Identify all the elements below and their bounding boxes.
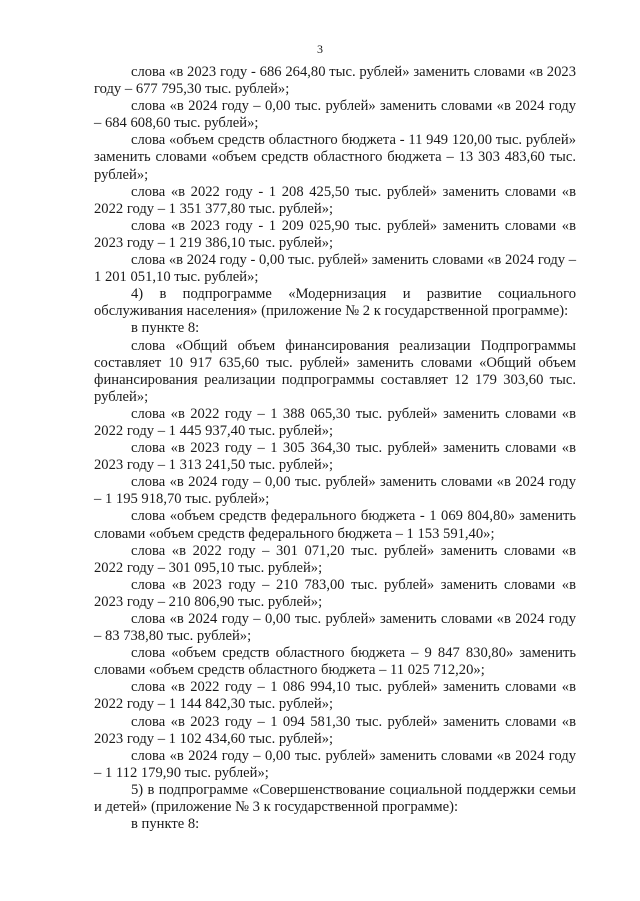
paragraph: слова «в 2024 году – 0,00 тыс. рублей» заменить словами «в 2024 году – 1 195 918,70 тыс. рублей»; bbox=[94, 474, 576, 508]
paragraph: слова «в 2024 году - 0,00 тыс. рублей» заменить словами «в 2024 году – 1 201 051,10 тыс. рублей»; bbox=[94, 252, 576, 286]
paragraph: слова «в 2023 году - 1 209 025,90 тыс. рублей» заменить словами «в 2023 году – 1 219 386,10 тыс. рублей»; bbox=[94, 217, 576, 251]
paragraph: слова «объем средств областного бюджета – 9 847 830,80» заменить словами «объем средств областного бюджета – 11 025 712,20»; bbox=[94, 645, 576, 679]
paragraph: в пункте 8: bbox=[131, 816, 200, 833]
paragraph: слова «в 2024 году – 0,00 тыс. рублей» заменить словами «в 2024 году – 83 738,80 тыс. рублей»; bbox=[94, 611, 576, 645]
paragraph: слова «в 2022 году - 1 208 425,50 тыс. рублей» заменить словами «в 2022 году – 1 351 377,80 тыс. рублей»; bbox=[94, 183, 576, 217]
paragraph: слова «в 2023 году – 210 783,00 тыс. рублей» заменить словами «в 2023 году – 210 806,90 тыс. рублей»; bbox=[94, 576, 576, 610]
paragraph: слова «в 2023 году – 1 305 364,30 тыс. рублей» заменить словами «в 2023 году – 1 313 241,50 тыс. рублей»; bbox=[94, 440, 576, 474]
paragraph: 4) в подпрограмме «Модернизация и развитие социального обслуживания населения» (приложение № 2 к государственной программе): bbox=[94, 286, 576, 320]
paragraph: слова «в 2023 году - 686 264,80 тыс. рублей» заменить словами «в 2023 году – 677 795,30 тыс. рублей»; bbox=[94, 64, 576, 98]
paragraph: слова «в 2024 году – 0,00 тыс. рублей» заменить словами «в 2024 году – 1 112 179,90 тыс. рублей»; bbox=[94, 747, 576, 781]
paragraph: в пункте 8: bbox=[131, 320, 200, 337]
document-body bbox=[94, 64, 576, 833]
paragraph: слова «объем средств федерального бюджета - 1 069 804,80» заменить словами «объем средств федерального бюджета – 1 153 591,40»; bbox=[94, 508, 576, 542]
paragraph: слова «в 2022 году – 1 388 065,30 тыс. рублей» заменить словами «в 2022 году – 1 445 937,40 тыс. рублей»; bbox=[94, 405, 576, 439]
paragraph: слова «в 2023 году – 1 094 581,30 тыс. рублей» заменить словами «в 2023 году – 1 102 434,60 тыс. рублей»; bbox=[94, 713, 576, 747]
paragraph: слова «объем средств областного бюджета - 11 949 120,00 тыс. рублей» заменить словами «объем средств областного бюджета – 13 303 483,60 тыс. рублей»; bbox=[94, 132, 576, 183]
page-number: 3 bbox=[317, 42, 323, 56]
paragraph: слова «в 2024 году – 0,00 тыс. рублей» заменить словами «в 2024 году – 684 608,60 тыс. рублей»; bbox=[94, 98, 576, 132]
paragraph: слова «Общий объем финансирования реализации Подпрограммы составляет 10 917 635,60 тыс. рублей» заменить словами «Общий объем финансирования реализации подпрограммы составляет 12 179 303,60 тыс. рублей»; bbox=[94, 337, 576, 405]
paragraph: слова «в 2022 году – 301 071,20 тыс. рублей» заменить словами «в 2022 году – 301 095,10 тыс. рублей»; bbox=[94, 542, 576, 576]
paragraph: 5) в подпрограмме «Совершенствование социальной поддержки семьи и детей» (приложение № 3 к государственной программе): bbox=[94, 781, 576, 816]
paragraph: слова «в 2022 году – 1 086 994,10 тыс. рублей» заменить словами «в 2022 году – 1 144 842,30 тыс. рублей»; bbox=[94, 679, 576, 713]
